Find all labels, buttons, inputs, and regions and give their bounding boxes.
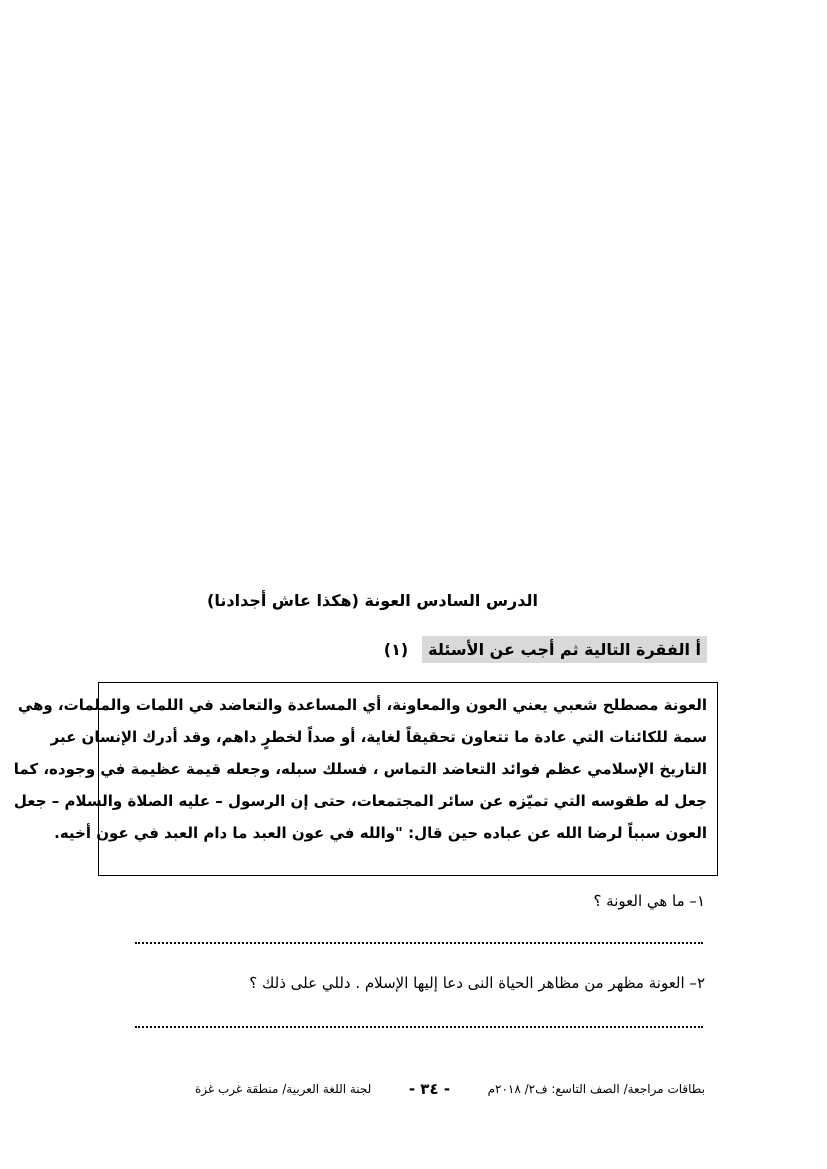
footer-right-text: لجنة اللغة العربية/ منطقة غرب غزة — [195, 1082, 372, 1096]
page-number: - ٣٤ - — [408, 1080, 451, 1098]
page-footer — [195, 1078, 705, 1100]
answer-line-2[interactable] — [135, 1016, 703, 1028]
passage-box — [13, 682, 718, 876]
passage-line: العونة مصطلح شعبي يعني العون والمعاونة، أي المساعدة والتعاضد في اللمات والملمات، وهي — [17, 696, 707, 714]
passage-line: سمة للكائنات التي عادة ما تتعاون تحقيقاً لغاية، أو صداً لخطرٍ داهم، وقد أدرك الإنسان عبر — [50, 728, 707, 746]
passage-line: العون سبباً لرضا الله عن عباده حين قال: "والله في عون العبد ما دام العبد في عون أخيه. — [54, 824, 707, 842]
question-2: ٢– العونة مظهر من مظاهر الحياة النى دعا إليها الإسلام . دللي على ذلك ؟ — [249, 974, 705, 992]
passage-line: التاريخ الإسلامي عظم فوائد التعاضد التماس ، فسلك سبله، وجعله قيمة عظيمة في وجوده، كما — [13, 760, 707, 778]
passage-line: جعل له طقوسه التي تميّزه عن سائر المجتمعات، حتى إن الرسول – عليه الصلاة والسلام – جعل — [13, 792, 707, 810]
section-instruction: أ الفقرة التالية ثم أجب عن الأسئلة — [422, 636, 707, 663]
answer-line-1[interactable] — [135, 932, 703, 944]
lesson-title: الدرس السادس العونة (هكذا عاش أجدادنا) — [207, 591, 538, 610]
question-1: ١– ما هي العونة ؟ — [593, 892, 705, 910]
footer-left-text: بطاقات مراجعة/ الصف التاسع: ف٢/ ٢٠١٨م — [487, 1082, 705, 1096]
section-heading — [384, 634, 707, 664]
section-number: (١) — [383, 639, 409, 659]
